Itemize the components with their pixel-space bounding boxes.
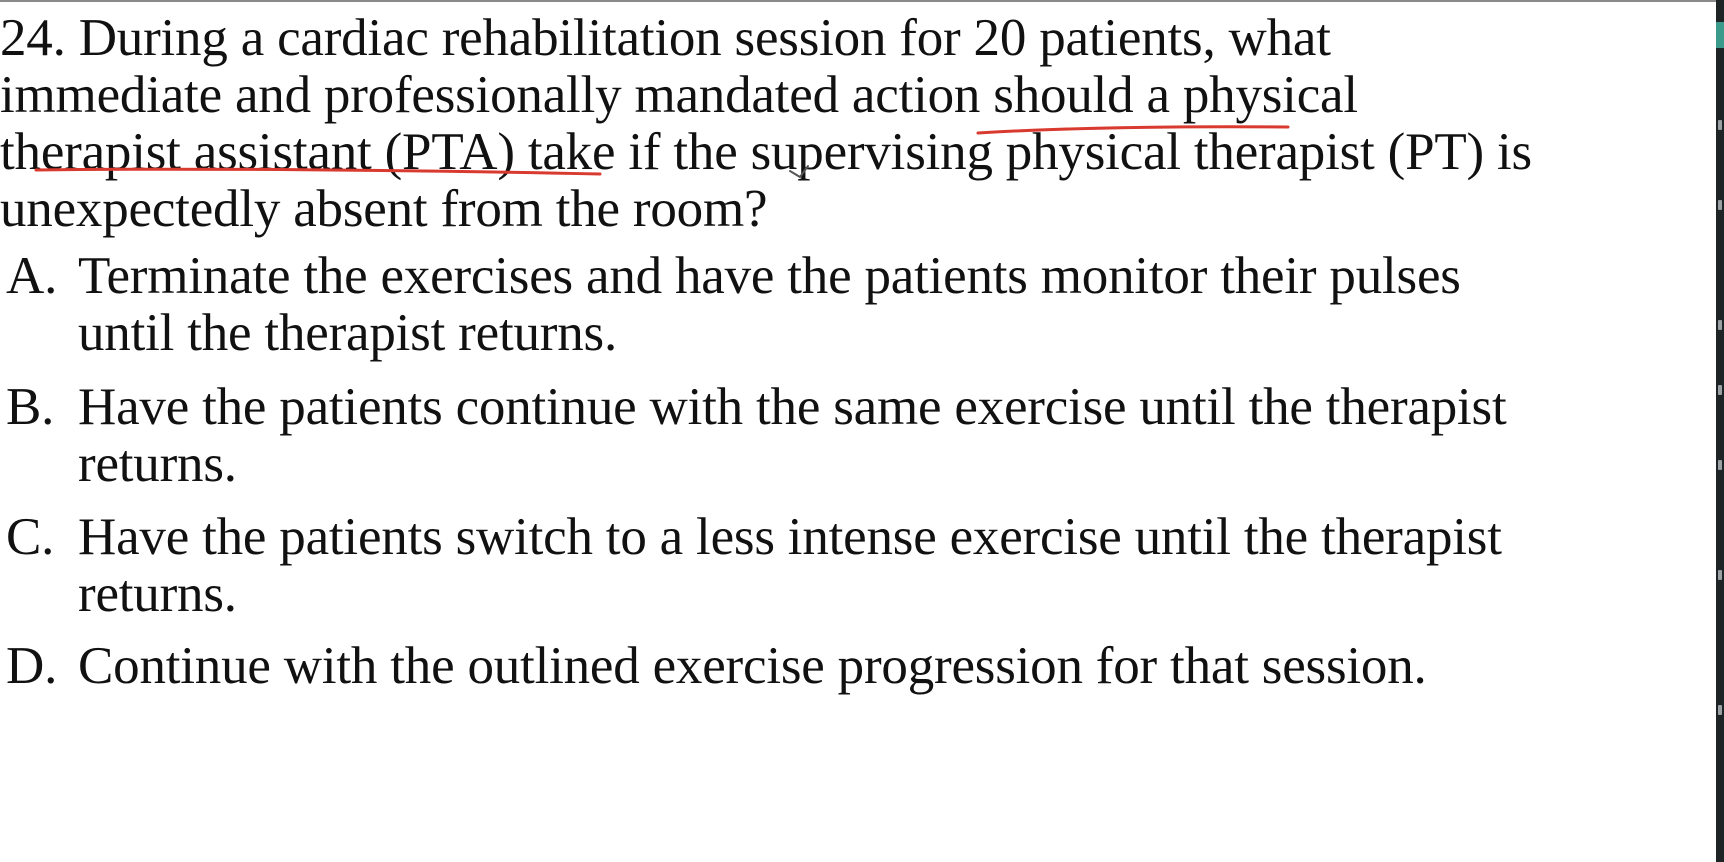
top-border (0, 0, 1716, 2)
side-accent (1716, 22, 1724, 48)
toolbar-icon[interactable] (1718, 120, 1722, 130)
option-c-letter: C. (6, 508, 55, 566)
option-a-letter: A. (6, 247, 58, 305)
toolbar-icon[interactable] (1718, 570, 1722, 580)
option-c-text: Have the patients switch to a less intense exercise until the therapist (78, 508, 1502, 566)
option-d-text: Continue with the outlined exercise progression for that session. (78, 637, 1427, 695)
toolbar-icon[interactable] (1718, 460, 1722, 470)
option-c-text-cont: returns. (78, 565, 237, 623)
option-a-text: Terminate the exercises and have the patients monitor their pulses (78, 247, 1461, 305)
toolbar-icon[interactable] (1718, 320, 1722, 330)
question-line-1: 24. During a cardiac rehabilitation session for 20 patients, what (0, 9, 1331, 67)
question-line-4: unexpectedly absent from the room? (0, 180, 768, 238)
app-side-toolbar (1716, 0, 1724, 862)
option-b-letter: B. (6, 378, 55, 436)
toolbar-icon[interactable] (1718, 385, 1722, 395)
question-line-3: therapist assistant (PTA) take if the supervising physical therapist (PT) is (0, 123, 1532, 181)
toolbar-icon[interactable] (1718, 705, 1722, 715)
option-b-text-cont: returns. (78, 435, 237, 493)
option-b-text: Have the patients continue with the same exercise until the therapist (78, 378, 1507, 436)
option-a-text-cont: until the therapist returns. (78, 304, 617, 362)
question-line-2: immediate and professionally mandated action should a physical (0, 66, 1358, 124)
toolbar-icon[interactable] (1718, 200, 1722, 210)
option-d-letter: D. (6, 637, 58, 695)
